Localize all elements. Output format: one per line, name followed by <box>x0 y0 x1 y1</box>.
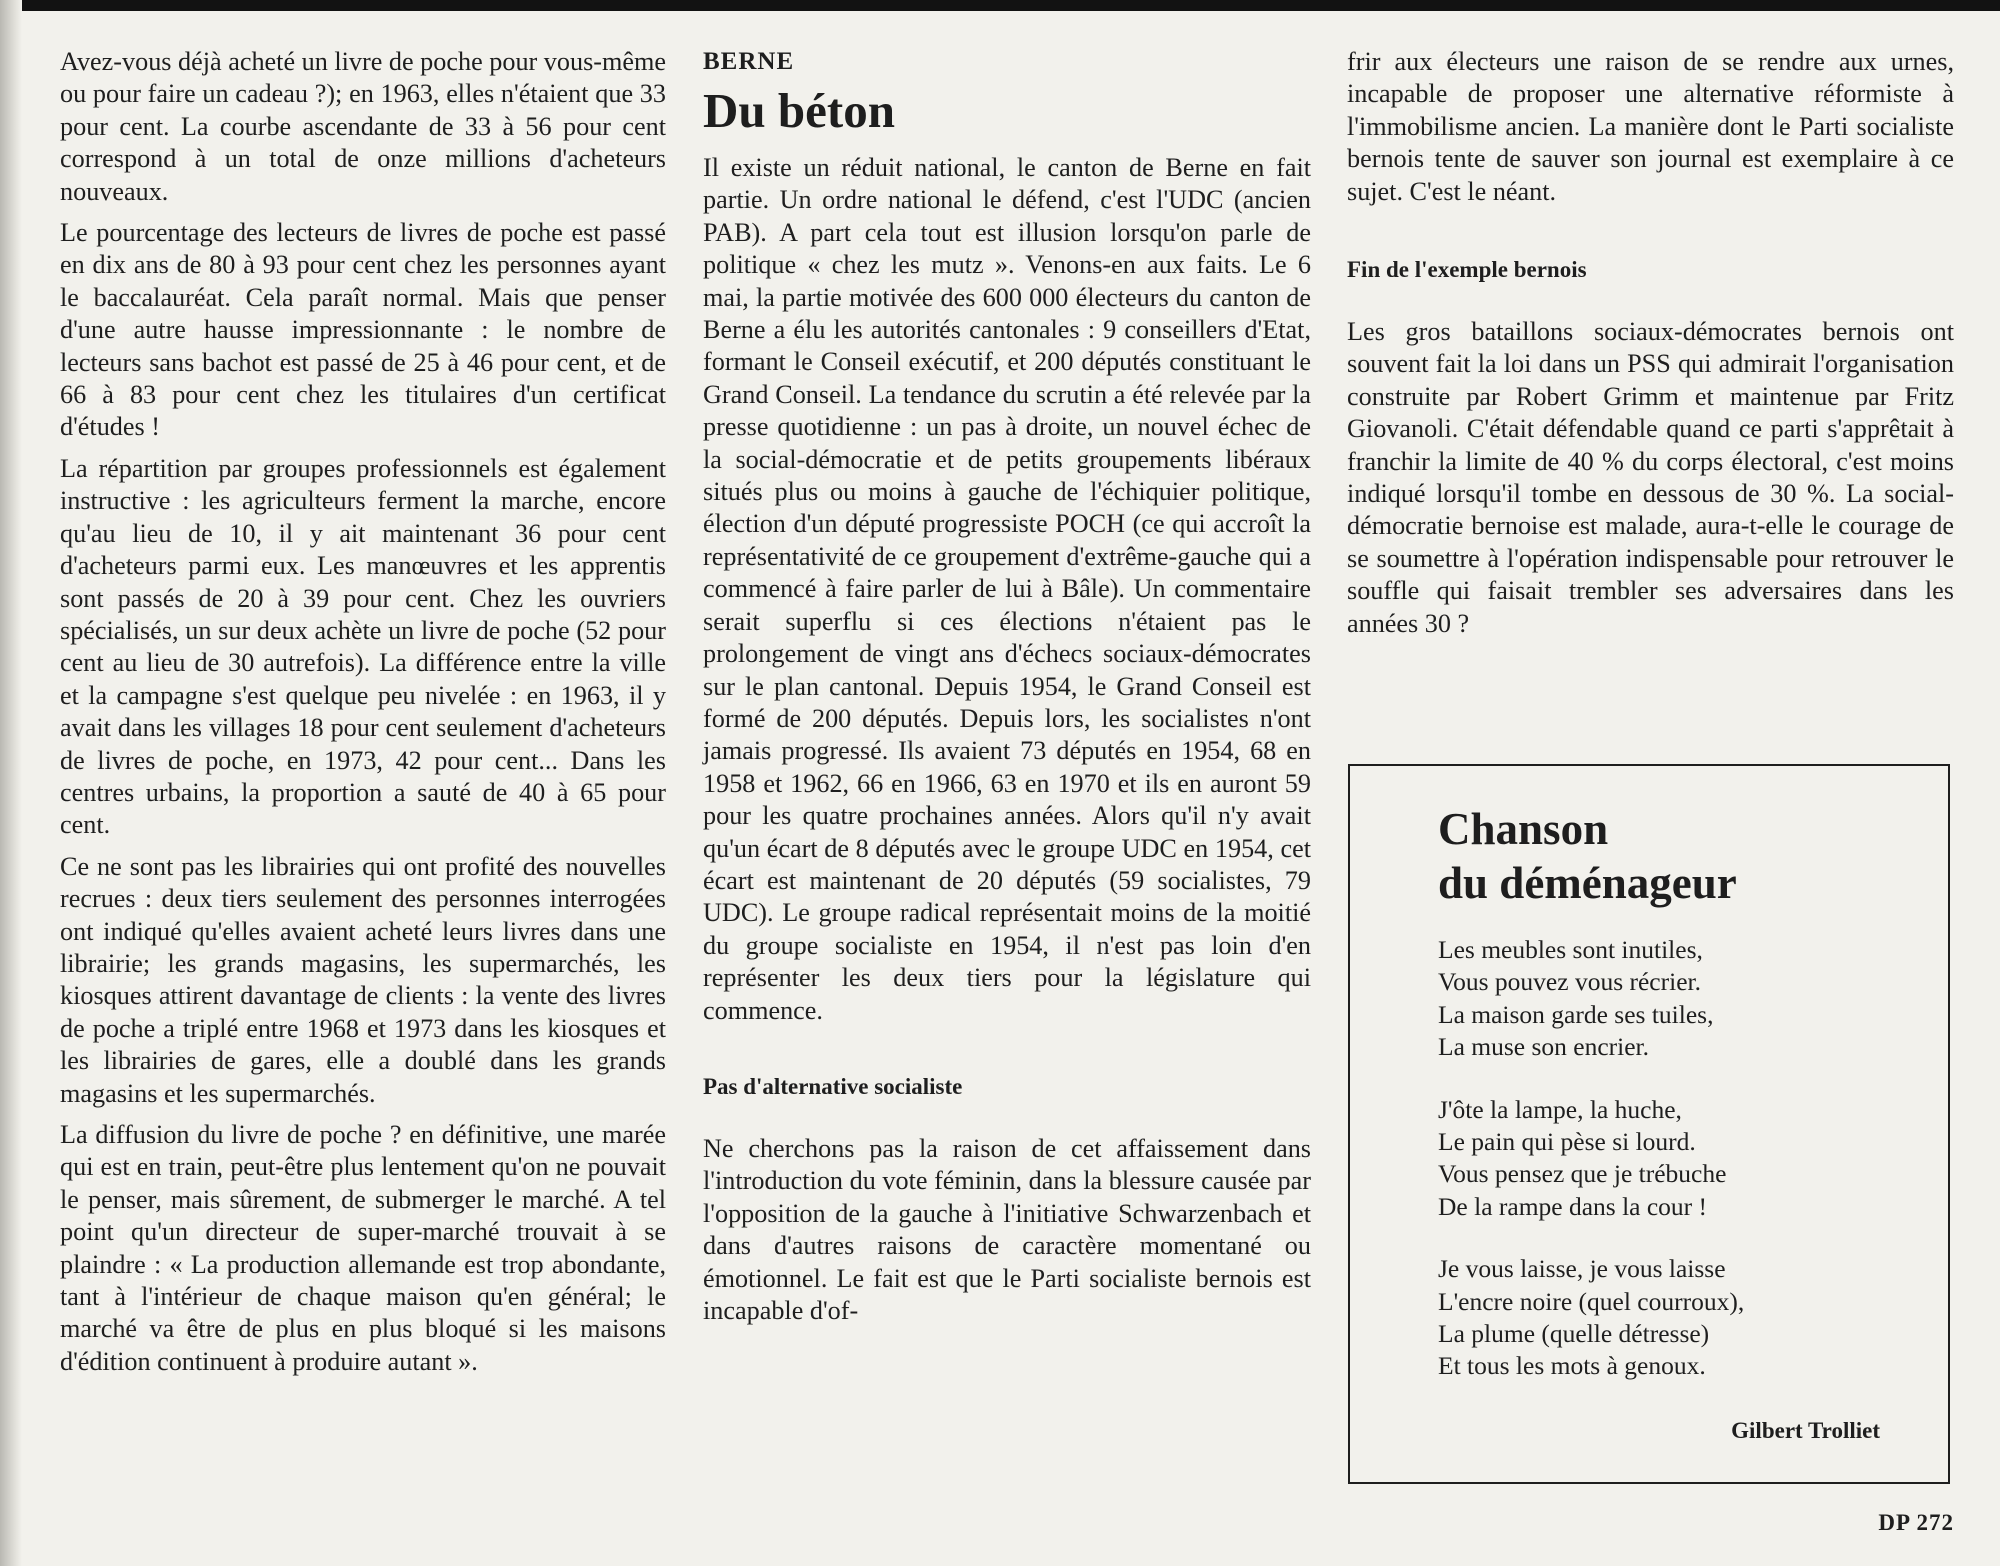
page-gutter-shadow <box>0 0 22 1566</box>
poem-line: La muse son encrier. <box>1438 1032 1650 1062</box>
poem-title-line: Chanson <box>1438 804 1609 854</box>
paragraph: Ce ne sont pas les librairies qui ont profité des nouvelles recrues : deux tiers seulement des personnes interrogées ont indiqué qu'elles avaient acheté leurs livres dans une librairie; les grands magasins, les supermarchés, les kiosques attirent davantage de clients : la vente des livres de poche a triplé entre 1968 et 1973 dans les kiosques et les librairies de gares, elle a doublé dans les grands magasins et les supermarchés. <box>60 851 666 1108</box>
column-paperback-article <box>60 46 666 1378</box>
poem-title-line: du déménageur <box>1438 858 1737 908</box>
subheading: Fin de l'exemple bernois <box>1347 257 1587 283</box>
poem-line: Les meubles sont inutiles, <box>1438 935 1703 964</box>
paragraph: La répartition par groupes professionnels est également instructive : les agriculteurs ferment la marche, encore qu'au lieu de 10, il y ait maintenant 36 pour cent d'acheteurs parmi eux. Les manœuvres et les apprentis sont passés de 20 à 39 pour cent. Chez les ouvriers spécialisés, un sur deux achète un livre de poche (52 pour cent au lieu de 30 autrefois). La différence entre la ville et la campagne s'est quelque peu nivelée : en 1963, il y avait dans les villages 18 pour cent seulement d'acheteurs de livres de poche, en 1973, 42 pour cent... Dans les centres urbains, la proportion a sauté de 40 à 65 pour cent. <box>60 453 666 840</box>
poem-line: Et tous les mots à genoux. <box>1438 1351 1706 1381</box>
poem-stanza <box>1438 1253 1918 1383</box>
paragraph: frir aux électeurs une raison de se rendre aux urnes, incapable de proposer une alternative réformiste à l'immobilisme ancien. La manière dont le Parti socialiste bernois tente de sauver son journal est exemplaire à ce sujet. C'est le néant. <box>1347 47 1954 206</box>
poem-author: Gilbert Trolliet <box>1731 1418 1880 1443</box>
article-headline: Du béton <box>703 83 895 138</box>
poem-stanza <box>1438 1094 1918 1224</box>
poem-line: Le pain qui pèse si lourd. <box>1438 1127 1696 1157</box>
poem-line: Je vous laisse, je vous laisse <box>1438 1254 1726 1284</box>
poem-box <box>1348 764 1950 1484</box>
poem-stanza <box>1438 934 1918 1064</box>
paragraph: Avez-vous déjà acheté un livre de poche pour vous-même ou pour faire un cadeau ?); en 1963, elles n'étaient que 33 pour cent. La courbe ascendante de 33 à 56 pour cent correspond à un total de onze millions d'acheteurs nouveaux. <box>60 47 666 206</box>
paragraph: Le pourcentage des lecteurs de livres de poche est passé en dix ans de 80 à 93 pour cent chez les personnes ayant le baccalauréat. Cela paraît normal. Mais que penser d'une autre hausse impressionnante : le nombre de lecteurs sans bachot est passé de 25 à 46 pour cent, et de 66 à 83 pour cent chez les titulaires d'un certificat d'études ! <box>60 218 666 442</box>
poem-line: J'ôte la lampe, la huche, <box>1438 1094 1682 1124</box>
poem-line: La plume (quelle détresse) <box>1438 1319 1710 1349</box>
poem-line: Vous pouvez vous récrier. <box>1438 967 1701 997</box>
page-number: DP 272 <box>1878 1510 1954 1535</box>
column-berne-continued <box>1347 46 1954 640</box>
poem-title <box>1438 802 1918 910</box>
poem-line: L'encre noire (quel courroux), <box>1438 1286 1745 1316</box>
subheading: Pas d'alternative socialiste <box>703 1073 963 1099</box>
poem-content <box>1438 802 1918 1413</box>
paragraph: Ne cherchons pas la raison de cet affaissement dans l'introduction du vote féminin, dans la blessure causée par l'opposition de la gauche à l'initiative Schwarzenbach et dans d'autres raisons de caractère momentané ou émotionnel. Le fait est que le Parti socialiste bernois est incapable d'of- <box>703 1133 1311 1325</box>
article-kicker: BERNE <box>703 48 795 75</box>
poem-line: Vous pensez que je trébuche <box>1438 1159 1727 1189</box>
article-intro: Il existe un réduit national, le canton de Berne en fait partie. Un ordre national le défend, c'est l'UDC (ancien PAB). A part cela tout est illusion lorsqu'on parle de politique « chez les mutz ». Venons-en aux faits. Le 6 mai, la partie motivée des 600 000 électeurs du canton de Berne a élu les autorités cantonales : 9 conseillers d'Etat, formant le Conseil exécutif, et 200 députés constituant le Grand Conseil. La tendance du scrutin a été relevée par la presse quotidienne : un pas à droite, un nouvel échec de la social-démocratie et de petits groupements libéraux situés plus ou moins à gauche de l'échiquier politique, élection d'un député progressiste POCH (ce qui accroît la représentativité de ce groupement d'extrême-gauche qui a commencé à faire parler de lui à Bâle). Un commentaire serait superflu si ces élections n'étaient pas le prolongement de vingt ans d'échecs sociaux-démocrates sur le plan cantonal. Depuis 1954, le Grand Conseil est formé de 200 députés. Depuis lors, les socialistes n'ont jamais progressé. Ils avaient 73 députés en 1954, 68 en 1958 et 1962, 66 en 1966, 63 en 1970 et ils en auront 59 pour les quatre prochaines années. Alors qu'il n'y avait qu'un écart de 8 députés avec le groupe UDC en 1954, cet écart est maintenant de 20 députés (59 socialistes, 79 UDC). Le groupe radical représentait moins de la moitié du groupe socialiste en 1954, il n'est pas loin d'en représenter les deux tiers pour la législature qui commence. <box>703 153 1311 1025</box>
paragraph: La diffusion du livre de poche ? en définitive, une marée qui est en train, peut-être plus lentement qu'on ne pouvait le penser, mais sûrement, de submerger le marché. A tel point qu'un directeur de super-marché trouvait à se plaindre : « La production allemande est trop abondante, tant à l'intérieur de chaque maison qu'en général; le marché va être de plus en plus bloqué si les maisons d'édition continuent à produire autant ». <box>60 1120 666 1376</box>
paragraph: Les gros bataillons sociaux-démocrates bernois ont souvent fait la loi dans un PSS qui admirait l'organisation construite par Robert Grimm et maintenue par Fritz Giovanoli. C'était défendable quand ce parti s'apprêtait à franchir la limite de 40 % du corps électoral, c'est moins indiqué lorsqu'il tombe en dessous de 30 %. La social-démocratie bernoise est malade, aura-t-elle le courage de se soumettre à l'opération indispensable pour retrouver le souffle qui faisait trembler ses adversaires dans les années 30 ? <box>1347 317 1954 638</box>
poem-line: De la rampe dans la cour ! <box>1438 1191 1708 1221</box>
top-scan-border <box>0 0 2000 11</box>
poem-line: La maison garde ses tuiles, <box>1438 999 1714 1029</box>
column-berne-article <box>703 46 1311 1327</box>
